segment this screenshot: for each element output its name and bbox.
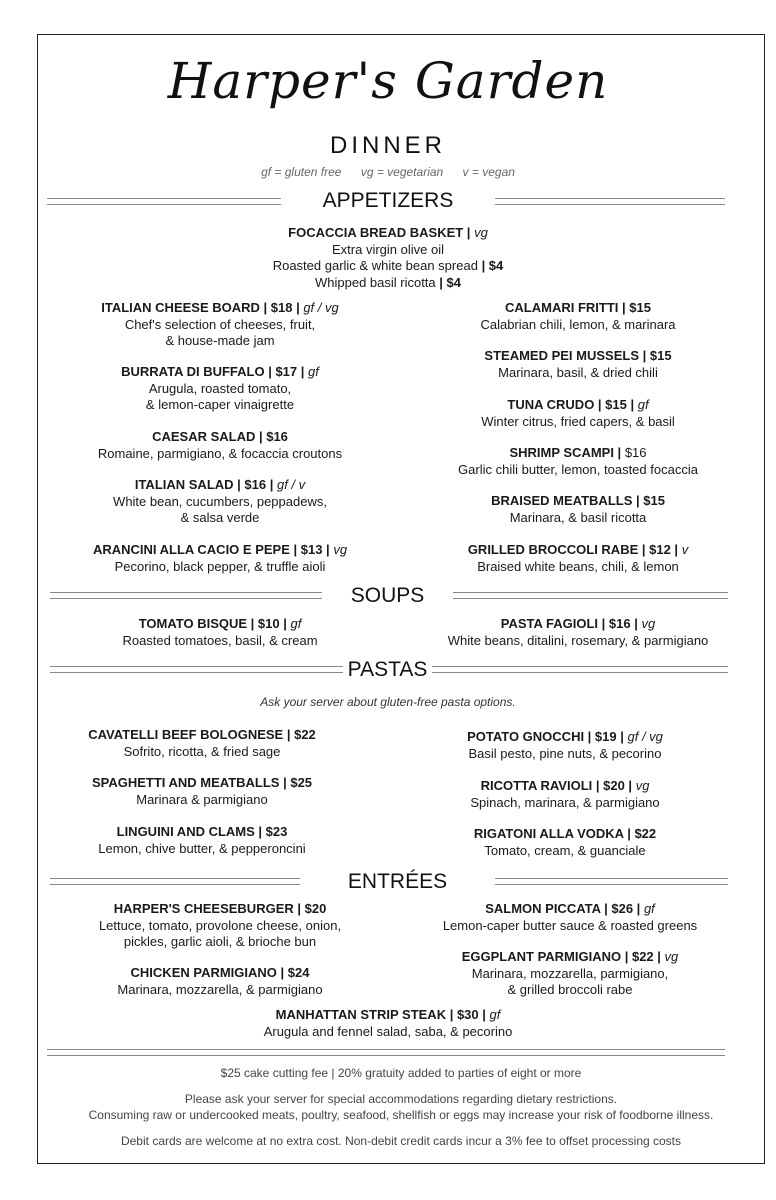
legend-gf: gf = gluten free (261, 165, 342, 179)
section-rule (495, 884, 728, 885)
menu-item: BRAISED MEATBALLS | $15 Marinara, & basil ricotta (491, 493, 665, 525)
menu-title: DINNER (329, 132, 446, 159)
menu-item: GRILLED BROCCOLI RABE | $12 | v Braised white beans, chili, & lemon (467, 542, 689, 574)
menu-item: CALAMARI FRITTI | $15 Calabrian chili, lemon, & marinara (480, 300, 676, 332)
section-rule (495, 198, 725, 199)
footer-rule (47, 1049, 725, 1050)
menu-item: RIGATONI ALLA VODKA | $22 Tomato, cream, & guanciale (473, 826, 657, 858)
menu-item: ITALIAN CHEESE BOARD | $18 | gf / vg Chef's selection of cheeses, fruit, & house-made jam (101, 300, 339, 348)
section-rule (432, 666, 728, 667)
section-rule (47, 198, 281, 199)
section-rule (495, 878, 728, 879)
footer-dietary: Please ask your server for special accommodations regarding dietary restrictions. (184, 1092, 618, 1106)
menu-item: HARPER'S CHEESEBURGER | $20 Lettuce, tomato, provolone cheese, onion, pickles, garlic aioli, & brioche bun (98, 901, 342, 949)
section-rule (453, 592, 728, 593)
menu-item-focaccia (188, 225, 588, 291)
menu-item: EGGPLANT PARMIGIANO | $22 | vg Marinara, mozzarella, parmigiano, & grilled broccoli rabe (461, 949, 679, 997)
section-rule (47, 204, 281, 205)
item-desc: Whipped basil ricotta | $4 (314, 274, 461, 290)
menu-item: LINGUINI AND CLAMS | $23 Lemon, chive butter, & pepperoncini (98, 824, 306, 856)
menu-item: SHRIMP SCAMPI | $16 Garlic chili butter, lemon, toasted focaccia (458, 445, 698, 477)
footer-warning: Consuming raw or undercooked meats, poultry, seafood, shellfish or eggs may increase your risk of foodborne illness. (88, 1108, 714, 1122)
dietary-legend (0, 165, 776, 179)
item-desc: Roasted garlic & white bean spread | $4 (272, 258, 504, 273)
menu-item: CHICKEN PARMIGIANO | $24 Marinara, mozzarella, & parmigiano (117, 965, 323, 997)
menu-item: CAVATELLI BEEF BOLOGNESE | $22 Sofrito, ricotta, & fried sage (88, 727, 316, 759)
pasta-note: Ask your server about gluten-free pasta options. (260, 695, 516, 709)
restaurant-logo: Harper's Garden (167, 52, 609, 110)
section-heading-appetizers: APPETIZERS (322, 189, 454, 212)
section-rule (432, 672, 728, 673)
menu-item: ARANCINI ALLA CACIO E PEPE | $13 | vg Pecorino, black pepper, & truffle aioli (92, 542, 348, 574)
section-rule (50, 592, 322, 593)
menu-item: ITALIAN SALAD | $16 | gf / v White bean, cucumbers, peppadews, & salsa verde (113, 477, 327, 525)
menu-item: CAESAR SALAD | $16 Romaine, parmigiano, & focaccia croutons (97, 429, 343, 461)
menu-item: POTATO GNOCCHI | $19 | gf / vg Basil pesto, pine nuts, & pecorino (467, 729, 663, 761)
section-rule (50, 878, 300, 879)
menu-item: BURRATA DI BUFFALO | $17 | gf Arugula, roasted tomato, & lemon-caper vinaigrette (121, 364, 319, 412)
footer-fees: $25 cake cutting fee | 20% gratuity added to parties of eight or more (220, 1066, 582, 1080)
legend-vg: vg = vegetarian (360, 165, 444, 179)
section-rule (495, 204, 725, 205)
section-rule (50, 884, 300, 885)
menu-item: PASTA FAGIOLI | $16 | vg White beans, ditalini, rosemary, & parmigiano (447, 616, 709, 648)
menu-item: MANHATTAN STRIP STEAK | $30 | gf Arugula and fennel salad, saba, & pecorino (263, 1007, 513, 1039)
section-rule (50, 672, 343, 673)
section-heading-entrees: ENTRÉES (347, 870, 448, 893)
menu-item: SPAGHETTI AND MEATBALLS | $25 Marinara & parmigiano (91, 775, 313, 807)
footer-payment: Debit cards are welcome at no extra cost. Non-debit credit cards incur a 3% fee to offset processing costs (120, 1134, 682, 1148)
menu-item: STEAMED PEI MUSSELS | $15 Marinara, basil, & dried chili (484, 348, 672, 380)
legend-v: v = vegan (462, 165, 515, 179)
section-rule (50, 666, 343, 667)
section-rule (50, 598, 322, 599)
item-name: FOCACCIA BREAD BASKET | (288, 225, 471, 240)
item-desc: Extra virgin olive oil (332, 241, 444, 257)
section-rule (453, 598, 728, 599)
menu-item: SALMON PICCATA | $26 | gf Lemon-caper butter sauce & roasted greens (442, 901, 698, 933)
item-tag: vg (474, 225, 488, 240)
menu-item: RICOTTA RAVIOLI | $20 | vg Spinach, marinara, & parmigiano (470, 778, 660, 810)
footer-rule (47, 1055, 725, 1056)
menu-item: TOMATO BISQUE | $10 | gf Roasted tomatoes, basil, & cream (122, 616, 318, 648)
section-heading-pastas: PASTAS (347, 658, 428, 681)
section-heading-soups: SOUPS (350, 584, 425, 607)
menu-item: TUNA CRUDO | $15 | gf Winter citrus, fried capers, & basil (481, 397, 675, 429)
